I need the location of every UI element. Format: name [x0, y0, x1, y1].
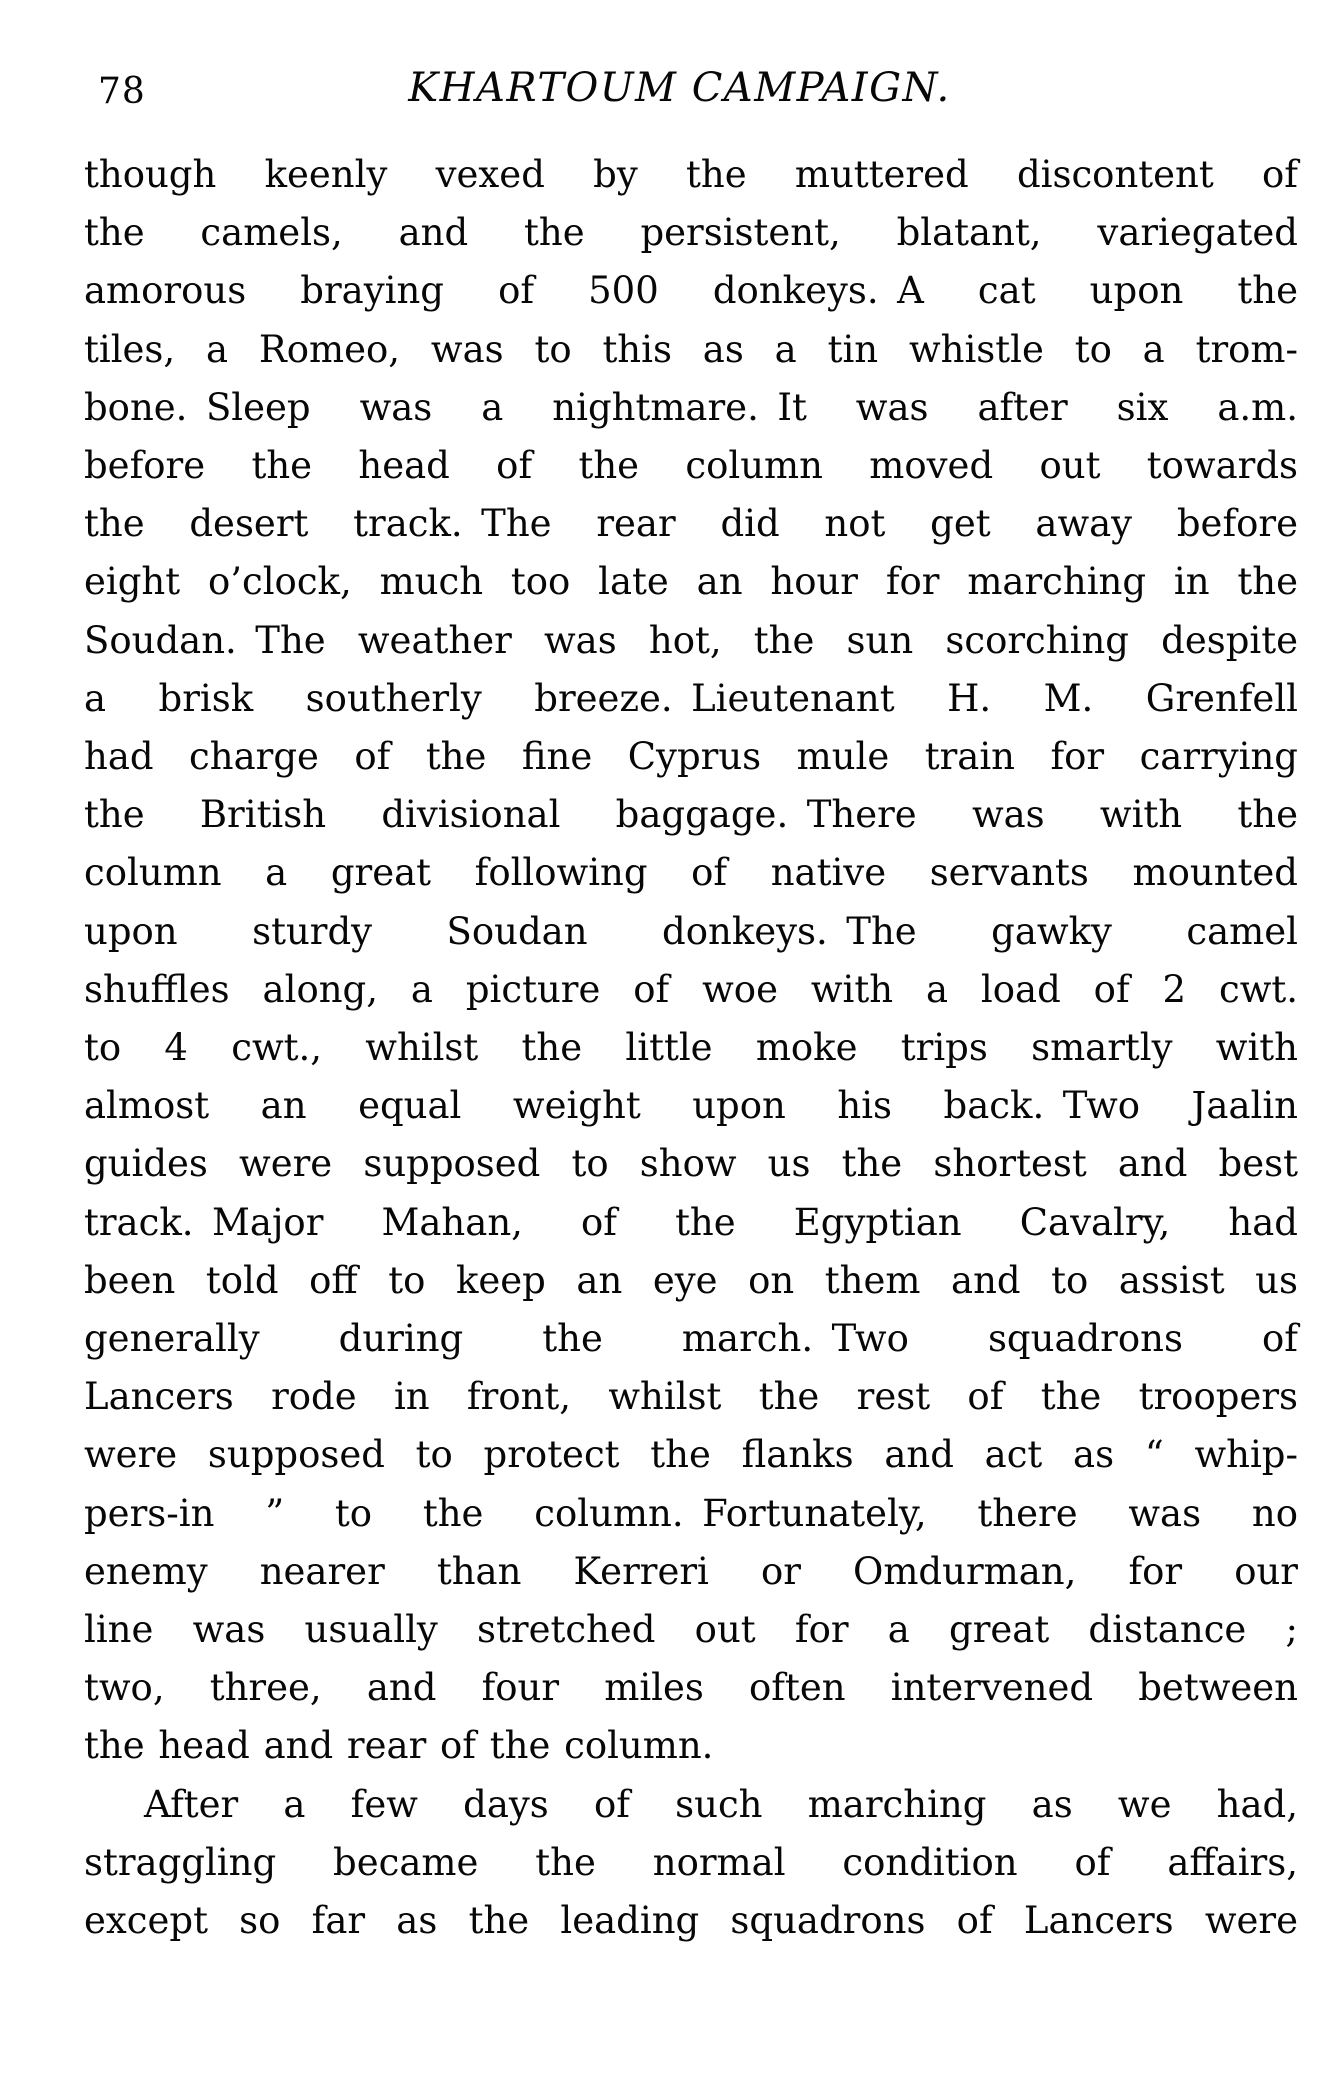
text-line: Soudan. The weather was hot, the sun scorching despite: [84, 618, 1298, 662]
text-line: were supposed to protect the flanks and act as “ whip-: [84, 1433, 1298, 1477]
page-number: 78: [98, 71, 146, 112]
text-line: line was usually stretched out for a great distance ;: [84, 1608, 1298, 1652]
text-line: upon sturdy Soudan donkeys. The gawky camel: [84, 909, 1298, 953]
text-line: straggling became the normal condition of affairs,: [84, 1840, 1298, 1884]
text-line: column a great following of native servants mounted: [84, 851, 1298, 895]
page-header: [0, 58, 1335, 118]
text-line: a brisk southerly breeze. Lieutenant H. M. Grenfell: [84, 676, 1298, 720]
text-line: After a few days of such marching as we had,: [144, 1782, 1298, 1826]
text-line: the camels, and the persistent, blatant, variegated: [84, 211, 1298, 255]
text-line: shuffles along, a picture of woe with a load of 2 cwt.: [84, 967, 1298, 1011]
text-line: been told off to keep an eye on them and to assist us: [84, 1258, 1298, 1302]
text-line: except so far as the leading squadrons of Lancers were: [84, 1899, 1298, 1943]
text-line: pers-in ” to the column. Fortunately, there was no: [84, 1491, 1298, 1535]
text-line: track. Major Mahan, of the Egyptian Cavalry, had: [84, 1200, 1298, 1244]
text-line: Lancers rode in front, whilst the rest of the troopers: [84, 1375, 1298, 1419]
text-line: bone. Sleep was a nightmare. It was after six a.m.: [84, 385, 1298, 429]
text-line: the head and rear of the column.: [84, 1724, 714, 1768]
text-line: the desert track. The rear did not get away before: [84, 502, 1298, 546]
text-line: enemy nearer than Kerreri or Omdurman, for our: [84, 1549, 1298, 1593]
text-line: generally during the march. Two squadrons of: [84, 1317, 1298, 1361]
text-line: though keenly vexed by the muttered discontent of: [84, 153, 1298, 196]
text-line: eight o’clock, much too late an hour for marching in the: [84, 560, 1298, 604]
text-line: the British divisional baggage. There was with the: [84, 793, 1298, 837]
text-line: tiles, a Romeo, was to this as a tin whistle to a trom-: [84, 327, 1298, 371]
text-line: two, three, and four miles often intervened between: [84, 1666, 1298, 1710]
body-text: [84, 146, 1298, 1950]
running-title: KHARTOUM CAMPAIGN.: [408, 65, 951, 111]
text-line: before the head of the column moved out towards: [84, 444, 1298, 488]
text-line: guides were supposed to show us the shortest and best: [84, 1142, 1298, 1186]
text-line: amorous braying of 500 donkeys. A cat upon the: [84, 269, 1298, 313]
text-line: had charge of the fine Cyprus mule train for carrying: [84, 735, 1298, 779]
text-line: to 4 cwt., whilst the little moke trips smartly with: [84, 1026, 1298, 1070]
text-line: almost an equal weight upon his back. Two Jaalin: [84, 1084, 1298, 1128]
